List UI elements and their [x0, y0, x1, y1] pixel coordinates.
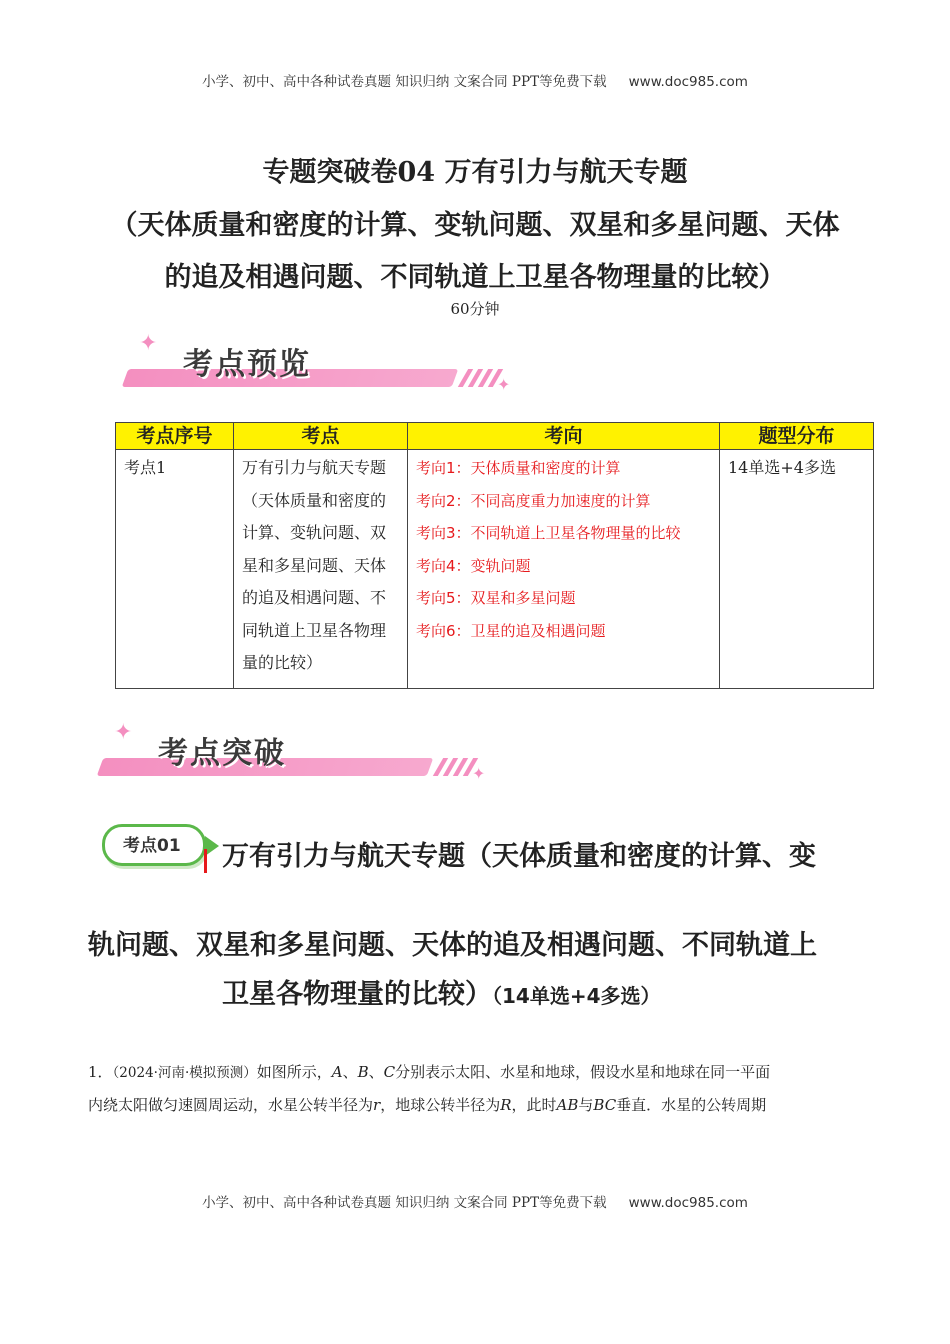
section-count: （14单选+4多选）: [492, 984, 661, 1008]
table-row: [116, 450, 874, 689]
direction-item: 考向6：卫星的追及相遇问题: [416, 621, 606, 640]
col-header-distribution: 题型分布: [720, 423, 874, 450]
sparkle-icon: ✦: [472, 764, 486, 783]
question-1: [88, 1056, 878, 1121]
arrow-icon: [205, 836, 219, 856]
section-heading-line-1: 万有引力与航天专题（天体质量和密度的计算、变: [222, 841, 816, 872]
var-a: A: [331, 1063, 343, 1081]
direction-item: 考向2：不同高度重力加速度的计算: [416, 491, 651, 510]
col-header-index: 考点序号: [116, 423, 234, 450]
var-b: B: [357, 1063, 369, 1081]
breakthrough-banner: [100, 722, 500, 792]
topic-table: [115, 422, 874, 689]
section-heading-line-3-text: 卫星各物理量的比较）: [222, 979, 492, 1010]
sparkle-icon: ✦: [114, 720, 133, 745]
cell-distribution: 14单选+4多选: [720, 450, 874, 689]
cell-index: 考点1: [116, 450, 234, 689]
direction-item: 考向4：变轨问题: [416, 556, 531, 575]
question-text: 垂直．水星的公转周期: [616, 1096, 767, 1114]
question-text: 内绕太阳做匀速圆周运动，水星公转半径为: [88, 1096, 374, 1114]
preview-banner-label: 考点预览: [183, 347, 311, 382]
sparkle-icon: ✦: [497, 375, 511, 394]
question-text: 与: [578, 1096, 594, 1114]
page-footer: [0, 1191, 950, 1211]
footer-site[interactable]: www.doc985.com: [628, 1195, 748, 1211]
section-heading-line-2: 轨问题、双星和多星问题、天体的追及相遇问题、不同轨道上: [88, 930, 817, 961]
topic-badge: [102, 824, 206, 866]
footer-text: 小学、初中、高中各种试卷真题 知识归纳 文案合同 PPT等免费下载: [202, 1195, 607, 1211]
question-source: （2024·河南·模拟预测）: [112, 1065, 257, 1081]
title-line-2: （天体质量和密度的计算、变轨问题、双星和多星问题、天体: [110, 210, 840, 241]
question-text: 、: [368, 1063, 384, 1081]
header-site[interactable]: www.doc985.com: [628, 74, 748, 90]
question-number: 1．: [88, 1063, 113, 1081]
cell-directions: [408, 450, 720, 689]
col-header-direction: 考向: [408, 423, 720, 450]
header-text: 小学、初中、高中各种试卷真题 知识归纳 文案合同 PPT等免费下载: [202, 74, 607, 90]
question-text: 、: [342, 1063, 358, 1081]
direction-item: 考向5：双星和多星问题: [416, 589, 576, 607]
sparkle-icon: ✦: [139, 331, 158, 356]
cell-topic: 万有引力与航天专题（天体质量和密度的计算、变轨问题、双星和多星问题、天体的追及相遇问题、不同轨道上卫星各物理量的比较）: [234, 450, 408, 689]
title-line-1: 专题突破卷04 万有引力与航天专题: [262, 157, 688, 188]
question-text: 分别表示太阳、水星和地球，假设水星和地球在同一平面: [395, 1063, 771, 1081]
var-r: r: [373, 1096, 381, 1114]
question-text: ，地球公转半径为: [380, 1096, 501, 1114]
title-line-3: 的追及相遇问题、不同轨道上卫星各物理量的比较）: [164, 262, 786, 293]
var-ab: AB: [556, 1096, 579, 1114]
var-big-r: R: [500, 1096, 512, 1114]
page-header: [0, 70, 950, 90]
question-line-2: [88, 1089, 878, 1121]
badge-stem: [204, 849, 207, 873]
section-heading-line-3: [222, 972, 661, 1011]
question-text: ，此时: [511, 1096, 557, 1114]
col-header-topic: 考点: [234, 423, 408, 450]
question-text: 如图所示，: [256, 1063, 332, 1081]
breakthrough-banner-label: 考点突破: [158, 736, 286, 771]
table-header-row: [116, 423, 874, 450]
direction-item: 考向3：不同轨道上卫星各物理量的比较: [416, 524, 681, 542]
var-c: C: [383, 1063, 396, 1081]
direction-item: 考向1：天体质量和密度的计算: [416, 459, 621, 477]
question-line-1: [88, 1056, 878, 1089]
duration: 60分钟: [450, 300, 500, 318]
preview-banner: [125, 333, 525, 403]
var-bc: BC: [593, 1096, 617, 1114]
topic-badge-label: 考点01: [123, 836, 181, 856]
